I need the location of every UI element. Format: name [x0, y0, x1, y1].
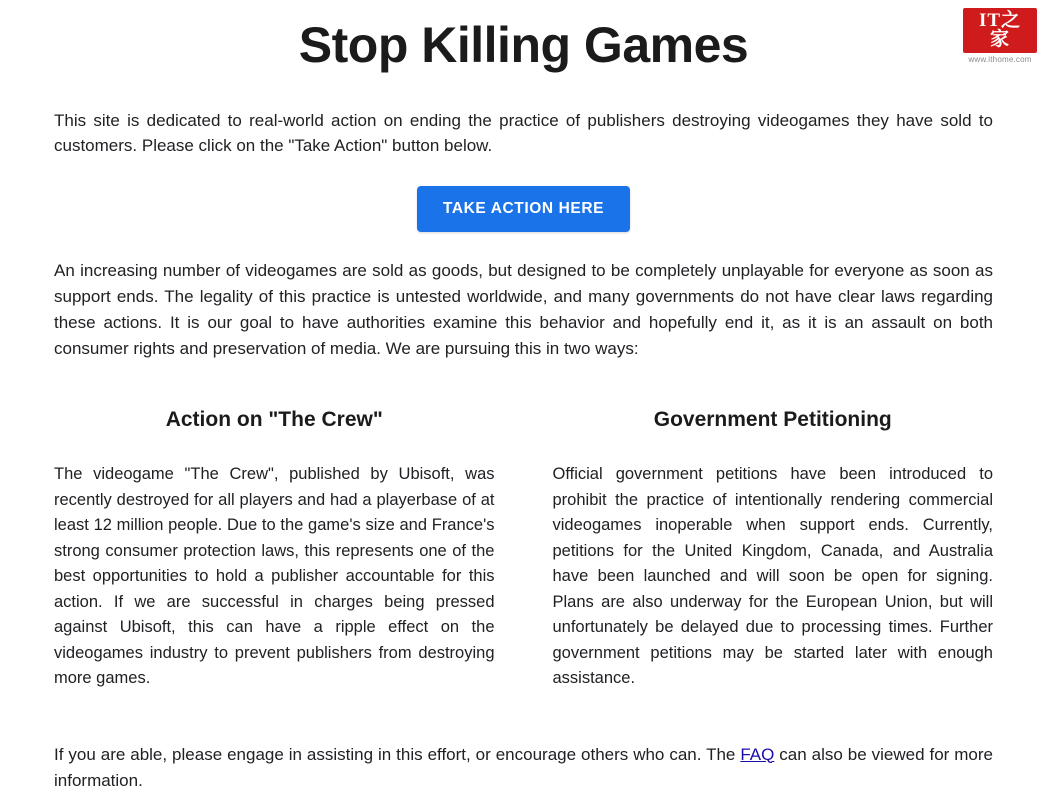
watermark-url: www.ithome.com	[968, 55, 1032, 64]
column-action-the-crew	[54, 408, 495, 692]
footer-paragraph	[54, 742, 993, 794]
intro-paragraph: This site is dedicated to real-world action on ending the practice of publishers destroying videogames they have sold to customers. Please click on the "Take Action" button below.	[54, 111, 993, 155]
column-government-petitioning	[553, 408, 994, 692]
page-title: Stop Killing Games	[298, 17, 749, 73]
column-heading: Government Petitioning	[653, 408, 892, 431]
site-watermark	[963, 8, 1037, 64]
cta-container	[54, 186, 993, 232]
column-text: Official government petitions have been introduced to prohibit the practice of intentionally rendering commercial videogames inoperable when support ends. Currently, petitions for the United Kingdom, Canada, and Australia have been launched and will soon be open for signing. Plans are also underway for the European Union, but will unfortunately be delayed due to processing times. Further government petitions may be started later with enough assistance.	[552, 465, 993, 687]
body-paragraph: An increasing number of videogames are sold as goods, but designed to be completely unplayable for everyone as soon as support ends. The legality of this practice is untested worldwide, and many governments do not have clear laws regarding these actions. It is our goal to have authorities examine this behavior and hopefully end it, as it is an assault on both consumer rights and preservation of media. We are pursuing this in two ways:	[54, 261, 993, 358]
take-action-button[interactable]: TAKE ACTION HERE	[417, 186, 630, 232]
watermark-badge: IT之家	[963, 8, 1037, 53]
two-column-section	[54, 408, 993, 692]
column-text: The videogame "The Crew", published by Ubisoft, was recently destroyed for all players and had a playerbase of at least 12 million people. Due to the game's size and France's strong consumer protection laws, this represents one of the best opportunities to hold a publisher accountable for this action. If we are successful in charges being pressed against Ubisoft, this can have a ripple effect on the videogames industry to prevent publishers from destroying more games.	[54, 465, 495, 687]
faq-link[interactable]: FAQ	[740, 744, 775, 764]
footer-text-after: can also be viewed for more information.	[54, 744, 993, 790]
footer-text-before: If you are able, please engage in assisting in this effort, or encourage others who can. The	[54, 744, 741, 764]
column-heading: Action on "The Crew"	[165, 408, 383, 431]
